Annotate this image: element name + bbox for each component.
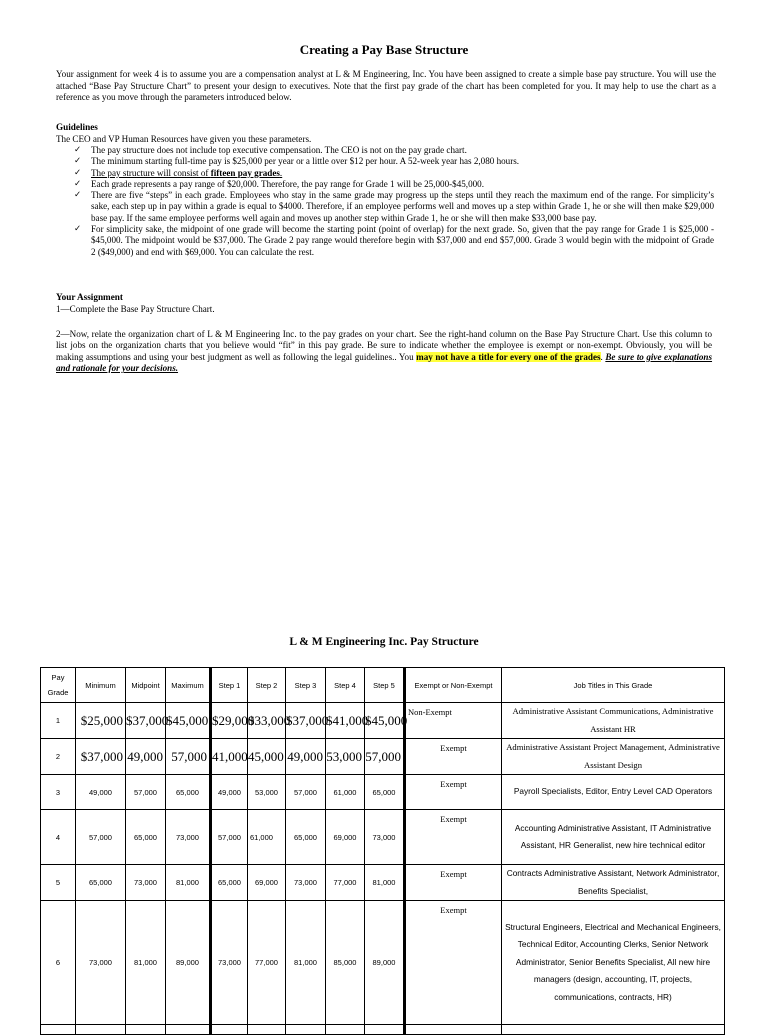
guideline-text-pre: The pay structure will consist of <box>91 167 211 178</box>
cell-step-4: 53,000 <box>326 739 365 775</box>
cell-grade: 1 <box>41 703 76 739</box>
cell-step-5: 73,000 <box>365 810 405 865</box>
cell-minimum: 57,000 <box>76 810 126 865</box>
guideline-text: There are five “steps” in each grade. Employees who stay in the same grade may progress up the steps until they reach the maximum end of the range. For simplicity’s sake, each step up in pay within a grade is equal to $4000. Therefore, if an employee performs well and moves up a step within Grade 1, he or she will then make $29,000 base pay. If the same employee performs well again and moves up another step within Grade 1, he or she will then make $33,000 base pay. <box>91 190 714 223</box>
cell-step-5: 81,000 <box>365 865 405 901</box>
cutoff-cell <box>76 1025 126 1035</box>
guideline-text: The pay structure does not include top executive compensation. The CEO is not on the pay grade chart. <box>91 145 467 155</box>
checkmark-icon: ✓ <box>74 145 82 155</box>
header-exempt: Exempt or Non-Exempt <box>405 668 502 703</box>
checkmark-icon: ✓ <box>74 156 82 167</box>
cell-step-2: 45,000 <box>248 739 286 775</box>
cell-step-4: 69,000 <box>326 810 365 865</box>
cell-grade: 2 <box>41 739 76 775</box>
cell-step-1: 73,000 <box>211 901 248 1025</box>
header-minimum: Minimum <box>76 668 126 703</box>
header-step-2: Step 2 <box>248 668 286 703</box>
cell-minimum: 65,000 <box>76 865 126 901</box>
cell-step-3: 65,000 <box>286 810 326 865</box>
cell-midpoint: 73,000 <box>126 865 166 901</box>
cutoff-cell <box>248 1025 286 1035</box>
guidelines-heading: Guidelines <box>56 122 98 132</box>
guideline-text: The minimum starting full-time pay is $25,000 per year or a little over $12 per hour. A 52-week year has 2,080 hours. <box>91 156 520 167</box>
cell-exempt: Exempt <box>405 901 502 1025</box>
header-step-3: Step 3 <box>286 668 326 703</box>
intro-paragraph: Your assignment for week 4 is to assume you are a compensation analyst at L & M Engineering, Inc. You have been assigned to create a simple base pay structure. You will use the attached “Base Pay Structure Chart” to present your design to executives. Note that the first pay grade of the chart has been completed for you. It may help to use the chart as a reference as you move through the parameters introduced below. <box>56 69 716 103</box>
assignment-step-2 <box>56 329 712 375</box>
table-row <box>41 739 725 775</box>
guidelines-list <box>74 145 714 258</box>
cell-minimum: 73,000 <box>76 901 126 1025</box>
cell-exempt: Exempt <box>405 865 502 901</box>
cell-maximum: 73,000 <box>166 810 211 865</box>
header-midpoint: Midpoint <box>126 668 166 703</box>
cell-exempt: Exempt <box>405 810 502 865</box>
cell-step-1: 41,000 <box>211 739 248 775</box>
cutoff-cell <box>126 1025 166 1035</box>
guideline-text: Each grade represents a pay range of $20,000. Therefore, the pay range for Grade 1 will be 25,000-$45,000. <box>91 178 484 189</box>
table-row <box>41 703 725 739</box>
table-row <box>41 775 725 810</box>
cell-maximum: 65,000 <box>166 775 211 810</box>
cell-grade: 4 <box>41 810 76 865</box>
assignment-heading: Your Assignment <box>56 292 123 302</box>
cell-step-4: 85,000 <box>326 901 365 1025</box>
cutoff-cell <box>286 1025 326 1035</box>
cell-job-titles: Administrative Assistant Communications, Administrative Assistant HR <box>502 703 725 739</box>
page-title: Creating a Pay Base Structure <box>299 42 469 57</box>
cell-minimum: $37,000 <box>76 739 126 775</box>
cell-job-titles: Structural Engineers, Electrical and Mechanical Engineers, Technical Editor, Accounting Clerks, Senior Network Administrator, Senior Benefits Specialist, All new hire managers (design, accounting, IT, projects, communications, contracts, HR) <box>502 901 725 1025</box>
table-row <box>41 810 725 865</box>
cell-step-3: 73,000 <box>286 865 326 901</box>
guideline-text-post: . <box>279 167 283 178</box>
cell-midpoint: 49,000 <box>126 739 166 775</box>
pay-structure-table <box>40 667 725 1035</box>
cell-step-3: 49,000 <box>286 739 326 775</box>
cell-step-2: 53,000 <box>248 775 286 810</box>
cell-step-3: 57,000 <box>286 775 326 810</box>
cell-exempt: Non-Exempt <box>405 703 502 739</box>
cell-step-5: 65,000 <box>365 775 405 810</box>
header-job-titles: Job Titles in This Grade <box>502 668 725 703</box>
cell-step-1: 49,000 <box>211 775 248 810</box>
cell-step-4: 77,000 <box>326 865 365 901</box>
checkmark-icon: ✓ <box>74 190 82 201</box>
cell-step-5: 89,000 <box>365 901 405 1025</box>
cell-job-titles: Payroll Specialists, Editor, Entry Level CAD Operators <box>502 775 725 810</box>
cell-grade: 3 <box>41 775 76 810</box>
guideline-item <box>74 156 714 167</box>
header-maximum: Maximum <box>166 668 211 703</box>
guideline-text: For simplicity sake, the midpoint of one grade will become the starting point (point of overlap) for the next grade. So, given that the pay range for Grade 1 is $25,000 - $45,000. The midpoint would be $37,000. The Grade 2 pay range would therefore begin with $37,000 and end $57,000. Grade 3 would begin with the midpoint of Grade 2 ($49,000) and end with $69,000. You can calculate the rest. <box>91 224 714 257</box>
cell-exempt: Exempt <box>405 739 502 775</box>
cell-step-1: $29,000 <box>211 703 248 739</box>
checkmark-icon: ✓ <box>74 178 82 189</box>
cell-step-2: 69,000 <box>248 865 286 901</box>
checkmark-icon: ✓ <box>74 167 82 178</box>
header-step-5: Step 5 <box>365 668 405 703</box>
cell-step-3: 81,000 <box>286 901 326 1025</box>
cell-grade: 6 <box>41 901 76 1025</box>
guidelines-intro: The CEO and VP Human Resources have given you these parameters. <box>56 134 312 144</box>
cell-step-3: $37,000 <box>286 703 326 739</box>
cell-maximum: 81,000 <box>166 865 211 901</box>
cutoff-cell <box>211 1025 248 1035</box>
table-row-cutoff <box>41 1025 725 1035</box>
assignment-separator: . <box>600 351 606 362</box>
cell-midpoint: 81,000 <box>126 901 166 1025</box>
cell-job-titles: Contracts Administrative Assistant, Network Administrator, Benefits Specialist, <box>502 865 725 901</box>
guideline-item <box>74 179 714 190</box>
cell-midpoint: $37,000 <box>126 703 166 739</box>
cell-maximum: 57,000 <box>166 739 211 775</box>
assignment-emphasis: Be sure to give explanations and rationale for your decisions. <box>56 351 713 374</box>
guideline-item <box>74 145 714 156</box>
assignment-step-2-text: 2—Now, relate the organization chart of L & M Engineering Inc. to the pay grades on your chart. See the right-hand column on the Base Pay Structure Chart. Use this column to list jobs on the organization charts that you believe would “fit” in this pay grade. Be sure to indicate whether the employee is exempt or non-exempt. Obviously, you will be making assumptions and using your best judgment as well as following the legal guidelines.. You <box>56 329 712 362</box>
cutoff-cell <box>166 1025 211 1035</box>
guideline-item <box>74 190 714 224</box>
assignment-highlight: may not have a title for every one of the grades <box>416 351 601 362</box>
table-row <box>41 901 725 1025</box>
assignment-step-1: 1—Complete the Base Pay Structure Chart. <box>56 304 215 314</box>
cutoff-cell <box>41 1025 76 1035</box>
cell-step-5: 57,000 <box>365 739 405 775</box>
cell-job-titles: Administrative Assistant Project Management, Administrative Assistant Design <box>502 739 725 775</box>
cutoff-cell <box>365 1025 405 1035</box>
cell-step-1: 65,000 <box>211 865 248 901</box>
guideline-item <box>74 224 714 258</box>
cell-job-titles: Accounting Administrative Assistant, IT Administrative Assistant, HR Generalist, new hire technical editor <box>502 810 725 865</box>
cutoff-cell <box>326 1025 365 1035</box>
table-header-row <box>41 668 725 703</box>
table-row <box>41 865 725 901</box>
cell-step-4: $41,000 <box>326 703 365 739</box>
cell-step-1: 57,000 <box>211 810 248 865</box>
cell-step-5: $45,000 <box>365 703 405 739</box>
cell-maximum: 89,000 <box>166 901 211 1025</box>
checkmark-icon: ✓ <box>74 224 82 235</box>
cell-step-2: $33,000 <box>248 703 286 739</box>
cell-step-4: 61,000 <box>326 775 365 810</box>
cell-midpoint: 65,000 <box>126 810 166 865</box>
guideline-text-bold: fifteen pay grades <box>210 167 280 178</box>
cell-midpoint: 57,000 <box>126 775 166 810</box>
cell-maximum: $45,000 <box>166 703 211 739</box>
cutoff-cell <box>405 1025 502 1035</box>
cutoff-cell <box>502 1025 725 1035</box>
guideline-text <box>91 168 282 178</box>
table-title: L & M Engineering Inc. Pay Structure <box>289 636 479 648</box>
header-pay-grade: Pay Grade <box>41 668 76 703</box>
cell-exempt: Exempt <box>405 775 502 810</box>
cell-grade: 5 <box>41 865 76 901</box>
cell-step-2: 61,000 <box>248 810 286 865</box>
guideline-item <box>74 168 714 179</box>
header-step-1: Step 1 <box>211 668 248 703</box>
cell-minimum: 49,000 <box>76 775 126 810</box>
cell-minimum: $25,000 <box>76 703 126 739</box>
cell-step-2: 77,000 <box>248 901 286 1025</box>
header-step-4: Step 4 <box>326 668 365 703</box>
